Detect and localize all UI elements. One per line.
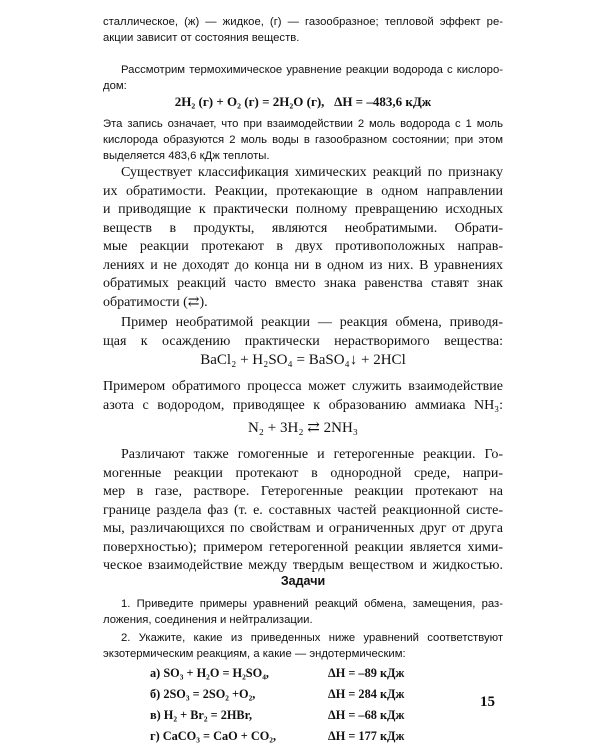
text-line: выделяется 483,6 кДж теплоты. xyxy=(103,150,270,162)
text-line: дом: xyxy=(103,80,127,92)
text-line: щая к осаждению практически нерастворимого вещества: xyxy=(103,333,503,349)
text-line: Пример необратимой реакции — реакция обмена, приводя- xyxy=(121,315,503,330)
text-line: веществ в продукты, являются необратимыми. Обрати- xyxy=(103,220,503,236)
reaction-enthalpy: ΔH = 284 кДж xyxy=(328,687,405,701)
text-line: Примером обратимого процесса может служить взаимодействие xyxy=(103,379,503,394)
text-line: азота с водородом, приводящее к образованию аммиака NH₃: xyxy=(103,397,503,413)
reaction-equation: г) CaCO₃ = CaO + CO₂, xyxy=(150,729,277,743)
text-line: могенные реакции протекают в однородной среде, напри- xyxy=(103,465,503,481)
reaction-enthalpy: ΔH = –89 кДж xyxy=(328,666,405,680)
meaning-paragraph xyxy=(103,116,503,164)
text-line: кислорода образуются 2 моль воды в газообразном состоянии; при этом xyxy=(103,134,503,146)
text-line: Рассмотрим термохимическое уравнение реакции водорода с кислоро- xyxy=(121,64,503,76)
text-line: Различают также гомогенные и гетерогенные реакции. Го- xyxy=(121,447,503,462)
text-line: и приводящие к практически полному превращению исходных xyxy=(103,202,503,217)
text-line: обратимости (⇄). xyxy=(103,294,208,310)
task-2 xyxy=(103,630,503,662)
homogeneous-paragraph xyxy=(103,446,503,576)
reversible-paragraph xyxy=(103,378,503,415)
equation-ammonia: N₂ + 3H₂ ⇄ 2NH₃ xyxy=(247,420,359,436)
text-line: ложения, соединения и нейтрализации. xyxy=(103,614,313,626)
text-line: обратимых реакций часто вместо знака равенства ставят знак xyxy=(103,276,503,291)
text-line: мер в газе, растворе. Гетерогенные реакции протекают на xyxy=(103,484,503,499)
reaction-equation: а) SO₃ + H₂O = H₂SO₄, xyxy=(150,666,269,680)
reaction-enthalpy: ΔH = –68 кДж xyxy=(328,708,405,722)
text-line: сталлическое, (ж) — жидкое, (г) — газообразное; тепловой эффект ре- xyxy=(103,16,503,28)
irreversible-paragraph xyxy=(103,314,503,351)
text-line: акции зависит от состояния веществ. xyxy=(103,32,300,44)
reaction-equation: б) 2SO₃ = 2SO₂ +O₂, xyxy=(150,687,256,701)
tasks-heading: Задачи xyxy=(280,574,326,588)
text-line: ческое взаимодействие между твердым веществом и жидкостью. xyxy=(103,558,503,573)
text-line: экзотермическим реакциям, а какие — эндотермическим: xyxy=(103,648,406,660)
text-line: Существует классификация химических реакций по признаку xyxy=(121,165,503,180)
reaction-enthalpy: ΔH = 177 кДж xyxy=(328,729,405,743)
classification-paragraph xyxy=(103,164,503,312)
text-line: поверхностью); примером гетерогенной реакции является хими- xyxy=(103,539,503,555)
equation-barium-sulfate: BaCl₂ + H₂SO₄ = BaSO₄↓ + 2HCl xyxy=(200,352,406,368)
task-1 xyxy=(103,596,503,628)
text-line: их обратимости. Реакции, протекающие в одном направлении xyxy=(103,183,503,199)
text-line: лениях и не доходят до конца ни в одном из них. В уравнениях xyxy=(103,257,503,273)
page-number: 15 xyxy=(480,694,495,710)
reaction-equation: в) H₂ + Br₂ = 2HBr, xyxy=(150,708,253,722)
top-paragraph xyxy=(103,14,503,46)
text-line: мы, различающихся по свойствам и ограниченных друг от друга xyxy=(103,521,503,536)
text-line: 1. Приведите примеры уравнений реакций обмена, замещения, раз- xyxy=(121,598,503,610)
text-line: 2. Укажите, какие из приведенных ниже уравнений соответствуют xyxy=(121,632,503,644)
text-line: Эта запись означает, что при взаимодействии 2 моль водорода с 1 моль xyxy=(103,118,503,130)
intro-paragraph xyxy=(103,62,503,94)
text-line: мые реакции протекают в двух противоположных направ- xyxy=(103,239,503,254)
text-line: границе раздела фаз (т. е. составных частей реакционной систе- xyxy=(103,502,503,518)
equation-hydrogen-oxygen: 2H₂ (г) + O₂ (г) = 2H₂O (г), ΔH = –483,6 кДж xyxy=(174,94,432,109)
